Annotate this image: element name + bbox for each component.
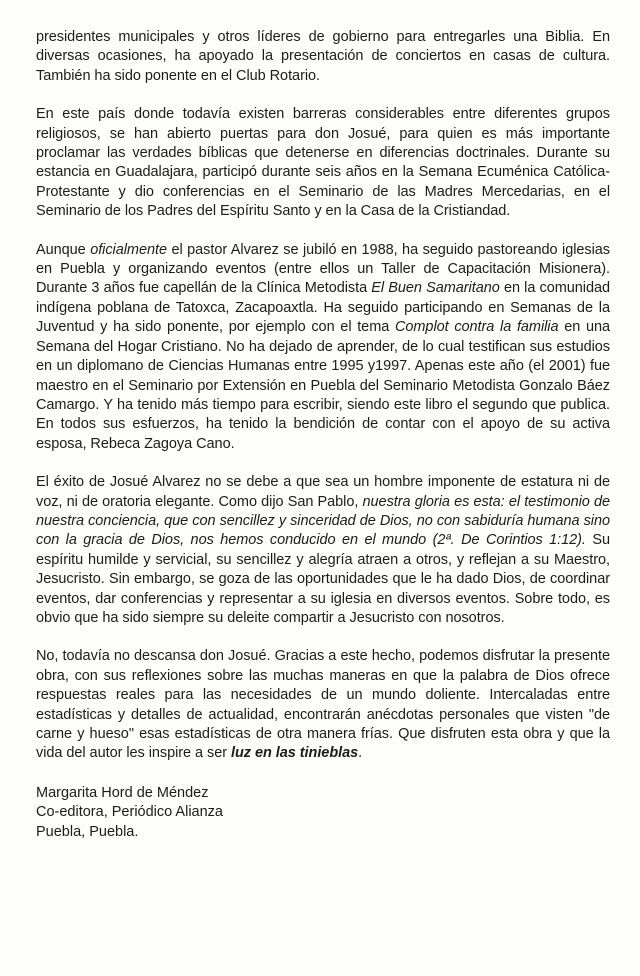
talk-title: Complot contra la familia [394,319,559,336]
emphasis-oficialmente: oficialmente [90,241,167,258]
paragraph-5-text-a: No, todavía no descansa don Josué. Gracias a este hecho, podemos disfrutar la presente obra, con sus reflexiones sobre las muchas maneras en que la palabra de Dios ofrece respuestas reales para las necesidades de un mundo doliente. Intercaladas entre estadísticas y detalles de actualidad, encontrarán anécdotas personales que visten "de carne y hueso" esas estadísticas de otra manera frías. Que disfruten esta obra y que la vida del autor les inspire a ser [36,648,610,762]
signature-block [36,784,610,842]
paragraph-5 [36,647,610,763]
paragraph-4-text-c: Su espíritu humilde y servicial, su sencillez y alegría atraen a otros, y reflejan a su Maestro, Jesucristo. Sin embargo, se goza de las oportunidades que le ha dado Dios, de coordinar eventos, dar conferencias y representar a su iglesia en diversos eventos. Sobre todo, es obvio que ha sido siempre su deleite compartir a Jesucristo con nosotros. [36,532,610,626]
signature-role: Co-editora, Periódico Alianza [36,804,223,821]
paragraph-5-text-c: . [358,745,363,762]
signature-place: Puebla, Puebla. [36,823,139,840]
paragraph-2: En este país donde todavía existen barreras considerables entre diferentes grupos religiosos, se han abierto puertas para don Josué, para quien es más importante proclamar las verdades bíblicas que detenerse en diferencias doctrinales. Durante su estancia en Guadalajara, participó durante seis años en la Semana Ecuménica Católica-Protestante y dio conferencias en el Seminario de las Madres Mercedarias, en el Seminario de los Padres del Espíritu Santo y en la Casa de la Cristiandad. [36,106,610,220]
bible-quote: nuestra gloria es esta: el testimonio de nuestra conciencia, que con sencillez y sinceridad de Dios, no con sabiduría humana sino con la gracia de Dios, nos hemos conducido en el mundo (2ª. De Corintios 1:12). [36,493,610,549]
paragraph-3-text-a: Aunque [36,241,91,258]
document-page [36,28,610,842]
paragraph-3-text-e: en la comunidad indígena poblana de Tatoxca, Zacapoaxtla. Ha seguido participando en Semanas de la Juventud y ha sido ponente, por ejemplo con el tema [36,280,610,336]
paragraph-4-text-a: El éxito de Josué Alvarez no se debe a que sea un hombre imponente de estatura ni de voz, ni de oratoria elegante. Como dijo San Pablo, [36,474,610,510]
paragraph-1: presidentes municipales y otros líderes de gobierno para entregarles una Biblia. En diversas ocasiones, ha apoyado la presentación de conciertos en casas de cultura. También ha sido ponente en el Club Rotario. [36,29,610,84]
paragraph-3 [36,241,610,454]
paragraph-4 [36,473,610,628]
paragraph-3-text-c: el pastor Alvarez se jubiló en 1988, ha seguido pastoreando iglesias en Puebla y organizando eventos (entre ellos un Taller de Capacitación Misionera). Durante 3 años fue capellán de la Clínica Metodista [36,241,611,297]
signature-name: Margarita Hord de Méndez [36,784,209,801]
clinic-name: El Buen Samaritano [371,280,500,297]
paragraph-3-text-g: en una Semana del Hogar Cristiano. No ha dejado de aprender, de lo cual testifican sus estudios en un diplomano de Ciencias Humanas entre 1995 y1997. Apenas este año (el 2001) fue maestro en el Seminario por Extensión en Puebla del Seminario Metodista Gonzalo Báez Camargo. Y ha tenido más tiempo para escribir, siendo este libro el segundo que publica. En todos sus esfuerzos, ha tenido la bendición de contar con el apoyo de su activa esposa, Rebeca Zagoya Cano. [36,319,611,452]
emphasis-luz-en-las-tinieblas: luz en las tinieblas [231,745,359,762]
